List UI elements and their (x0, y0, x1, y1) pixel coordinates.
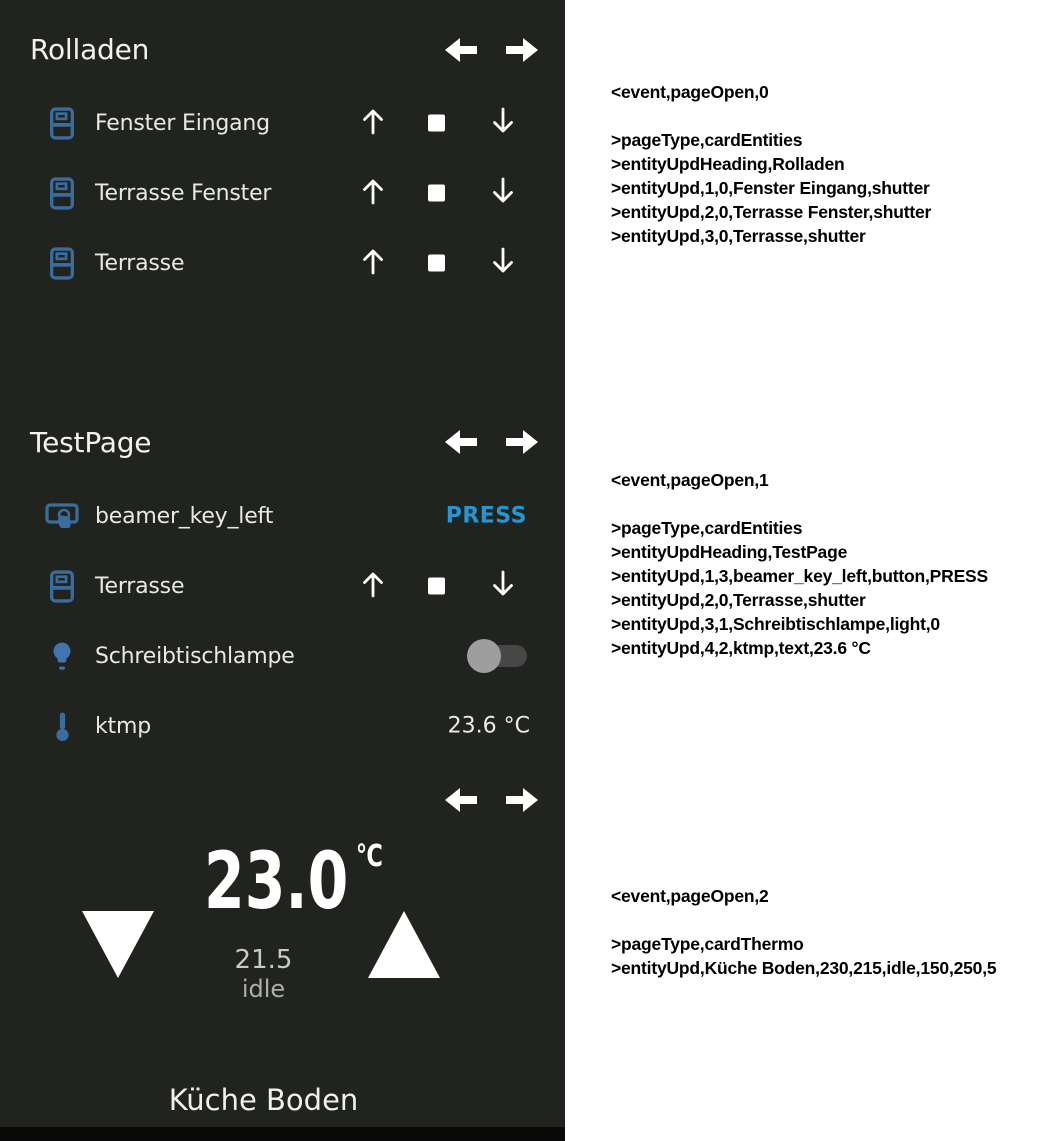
prev-page-button[interactable] (443, 785, 479, 815)
stop-icon (428, 255, 445, 272)
page-title: TestPage (30, 426, 152, 459)
log-line: >entityUpd,2,0,Terrasse Fenster,shutter (611, 202, 932, 222)
gesture-tap-button-icon (44, 498, 80, 534)
log-line (611, 104, 1041, 128)
log-line: >pageType,cardThermo (611, 934, 804, 954)
log-line: >entityUpd,1,3,beamer_key_left,button,PRESS (611, 566, 988, 586)
prev-page-button[interactable] (443, 35, 479, 65)
stop-icon (428, 115, 445, 132)
entity-row (0, 551, 565, 621)
log-line: >entityUpdHeading,TestPage (611, 542, 848, 562)
page-nav (443, 785, 540, 815)
current-temperature (204, 837, 383, 927)
target-temperature: 21.5 (234, 945, 293, 975)
light-toggle[interactable] (467, 639, 527, 673)
shutter-down-button[interactable] (490, 106, 516, 140)
log-line: >entityUpd,4,2,ktmp,text,23.6 °C (611, 638, 871, 658)
shutter-up-button[interactable] (360, 106, 386, 140)
entity-label: ktmp (95, 713, 151, 739)
log-line: <event,pageOpen,2 (611, 886, 769, 906)
shutter-down-button[interactable] (490, 569, 516, 603)
shutter-stop-button[interactable] (428, 185, 445, 202)
log-line: <event,pageOpen,0 (611, 82, 769, 102)
current-temperature-value: 23.0 (204, 837, 349, 927)
shutter-up-button[interactable] (360, 176, 386, 210)
log-line: <event,pageOpen,1 (611, 470, 769, 490)
log-block-page2 (611, 884, 1041, 980)
page-nav (443, 427, 540, 457)
log-block-page0 (611, 80, 1041, 248)
entity-label: Terrasse (95, 573, 185, 599)
next-page-button[interactable] (504, 427, 540, 457)
log-block-page1 (611, 468, 1041, 660)
log-line (611, 492, 1041, 516)
log-line: >entityUpdHeading,Rolladen (611, 154, 845, 174)
prev-page-button[interactable] (443, 427, 479, 457)
entity-row (0, 158, 565, 228)
shutter-up-button[interactable] (360, 569, 386, 603)
shutter-stop-button[interactable] (428, 255, 445, 272)
shutter-down-button[interactable] (490, 176, 516, 210)
log-line: >entityUpd,1,0,Fenster Eingang,shutter (611, 178, 930, 198)
log-line: >entityUpd,Küche Boden,230,215,idle,150,250,5 (611, 958, 997, 978)
screen-bottom-bezel (0, 1127, 565, 1141)
page-nav (443, 35, 540, 65)
entity-label: Terrasse (95, 250, 185, 276)
entity-label: Schreibtischlampe (95, 643, 295, 669)
log-line (611, 908, 1041, 932)
log-line: >entityUpd,3,1,Schreibtischlampe,light,0 (611, 614, 940, 634)
toggle-knob (467, 639, 501, 673)
shutter-down-button[interactable] (490, 246, 516, 280)
shutter-stop-button[interactable] (428, 578, 445, 595)
next-page-button[interactable] (504, 785, 540, 815)
entity-label: Fenster Eingang (95, 110, 270, 136)
entity-label: Terrasse Fenster (95, 180, 272, 206)
thermostat-entity-name: Küche Boden (168, 1083, 359, 1117)
entity-label: beamer_key_left (95, 503, 274, 529)
log-line: >entityUpd,3,0,Terrasse,shutter (611, 226, 866, 246)
log-line: >pageType,cardEntities (611, 518, 803, 538)
temperature-unit: °C (355, 839, 383, 874)
hvac-state: idle (241, 975, 286, 1003)
shutter-up-button[interactable] (360, 246, 386, 280)
thermometer-icon (44, 710, 80, 743)
window-shutter-icon (44, 107, 80, 140)
entity-row (0, 691, 565, 761)
stop-icon (428, 578, 445, 595)
press-button[interactable]: PRESS (445, 503, 527, 529)
log-line: >pageType,cardEntities (611, 130, 803, 150)
entity-row (0, 481, 565, 551)
sensor-value: 23.6 °C (447, 713, 530, 739)
entity-row (0, 228, 565, 298)
window-shutter-icon (44, 177, 80, 210)
entity-row (0, 621, 565, 691)
shutter-stop-button[interactable] (428, 115, 445, 132)
stop-icon (428, 185, 445, 202)
next-page-button[interactable] (504, 35, 540, 65)
window-shutter-icon (44, 247, 80, 280)
lightbulb-icon (44, 641, 80, 672)
log-line: >entityUpd,2,0,Terrasse,shutter (611, 590, 866, 610)
window-shutter-icon (44, 570, 80, 603)
page-title: Rolladen (30, 33, 150, 66)
entity-row (0, 88, 565, 158)
